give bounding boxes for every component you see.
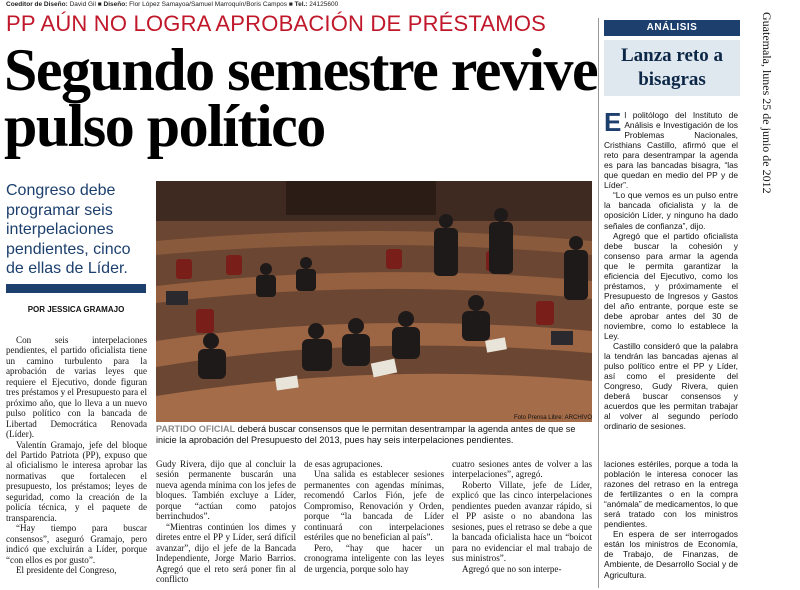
paragraph: Agregó que no son interpe- bbox=[462, 563, 562, 574]
drop-cap: E bbox=[604, 107, 622, 137]
kicker-headline: PP AÚN NO LOGRA APROBACIÓN DE PRÉSTAMOS bbox=[6, 11, 547, 36]
article-column-3 bbox=[304, 459, 444, 574]
column-divider bbox=[598, 18, 599, 588]
article-column-4 bbox=[452, 459, 592, 574]
article-column-1 bbox=[6, 335, 147, 575]
dateline bbox=[744, 4, 790, 564]
paragraph: Valentín Gramajo, jefe del bloque del Partido Patriota (PP), expuso que al oficialismo le interesa aprobar las normativas que fortalecen el presupuesto, los préstamos; leyes de seguridad, como la creación de la policía técnica, y el paquete de transparencia. bbox=[6, 439, 147, 523]
paragraph: Una salida es establecer sesiones permanentes con agendas mínimas, recomendó Carlos Fión, jefe de Compromiso, Renovación y Orden, porque “la bancada de Líder continuará con interpelaciones estériles que no benefician al país”. bbox=[304, 469, 444, 543]
main-headline: Segundo semestre revive pulso político bbox=[4, 37, 598, 159]
analysis-label: ANÁLISIS bbox=[604, 20, 740, 36]
paragraph: “Hay tiempo para buscar consensos”, aseguró Gramajo, pero indicó que excluirán a Líder, porque “con ellos es por gusto”. bbox=[6, 523, 147, 565]
byline: POR JESSICA GRAMAJO bbox=[27, 305, 125, 314]
paragraph: laciones estériles, porque a toda la población le interesa conocer las razones del retraso en la entrega de fertilizantes o en la compra “anómala” de medicamentos, lo que será tratado con los ministros pendientes. bbox=[604, 459, 738, 530]
paragraph: Agregó que el partido oficialista debe buscar la cohesión y consenso para armar la agenda que le permita garantizar la eficiencia del Ejecutivo, como los préstamos, y próximamente el Presupuesto de Ingresos y Gastos del año entrante, porque este se debe aprobar antes del 30 de noviembre, como lo establece la Ley. bbox=[604, 230, 738, 342]
article-column-2 bbox=[156, 459, 296, 584]
congress-chamber-illustration bbox=[156, 181, 592, 422]
paragraph: Gudy Rivera, dijo que al concluir la sesión permanente buscarán una nueva agenda mínima con los jefes de bloques. También excluye a Líder, porque “actúan como patojos berrinchudos”. bbox=[156, 459, 296, 522]
section-bar bbox=[6, 284, 146, 293]
paragraph: de esas agrupaciones. bbox=[304, 459, 383, 469]
design-credits: Coeditor de Diseño: David Gil ■ Diseño: Flor López Samayoa/Samuel Marroquín/Boris Campos ■ Tel.: 24125600 bbox=[6, 1, 339, 8]
photo-credit: Foto Prensa Libre: ARCHIVO bbox=[513, 415, 592, 421]
photo-caption bbox=[156, 424, 592, 446]
deck-summary: Congreso debe programar seis interpelaciones pendientes, cinco de ellas de Líder. bbox=[6, 182, 131, 277]
paragraph: “Mientras continúen los dimes y diretes entre el PP y Líder, será difícil avanzar”, dijo el jefe de la Bancada Independiente, Jorge Mario Barrios. Agregó que el reto será poner fin al conflicto bbox=[156, 521, 296, 584]
article-column-6 bbox=[604, 459, 738, 580]
analysis-body bbox=[604, 107, 738, 432]
paragraph: El politólogo del Instituto de Análisis e Investigación de los Problemas Nacionales, Cristhians Castillo, afirmó que el reto para desentrampar la agenda es para las bancadas bisagra, “las que quedan en medio del PP y de Líder”. bbox=[604, 107, 738, 191]
paragraph: Castillo consideró que la palabra la tendrán las bancadas ajenas al pulso político entre el PP y Líder, así como el presidente del Congreso, Gudy Rivera, quien deberá buscar consensos y acuerdos que les permitan trabajar al volver al segundo período ordinario de sesiones. bbox=[604, 341, 738, 432]
analysis-title: Lanza reto a bisagras bbox=[604, 40, 740, 96]
congress-photo bbox=[156, 181, 592, 422]
paragraph: Pero, “hay que hacer un cronograma inteligente con las leyes de urgencia, porque solo hay bbox=[304, 542, 444, 574]
paragraph: cuatro sesiones antes de volver a las interpelaciones”, agregó. bbox=[452, 459, 592, 480]
paragraph: En espera de ser interrogados están los ministros de Economía, de Trabajo, de Finanzas, de Ambiente, de Desarrollo Social y de Agricultura. bbox=[604, 529, 738, 580]
paragraph: Roberto Villate, jefe de Líder, explicó que las cinco interpelaciones pendientes pueden avanzar rápido, si el PP asiste o no abandona las sesiones, pues el retraso se debe a que la bancada oficialista hace un “boicot para no evidenciar el mal trabajo de sus ministros”. bbox=[452, 479, 592, 564]
dateline-text: Guatemala, lunes 25 de junio de 2012 bbox=[760, 12, 774, 194]
paragraph: “Lo que vemos es un pulso entre la bancada oficialista y la de oposición Líder, y ninguno ha dado señales de confianza”, dijo. bbox=[604, 190, 738, 231]
paragraph: El presidente del Congreso, bbox=[16, 564, 117, 575]
caption-text: deberá buscar consensos que le permitan desentrampar la agenda antes de que se inicie la aprobación del Presupuesto del 2013, pues hay seis interpelaciones pendientes. bbox=[156, 424, 576, 445]
paragraph: Con seis interpelaciones pendientes, el partido oficialista tiene un camino turbulento para la aprobación de varias leyes que requiere el Ejecutivo, donde figuran tres préstamos y el Presupuesto para el próximo año, que lo lleva a un nuevo pulso político con la bancada de Libertad Democrática Renovada (Líder). bbox=[6, 335, 147, 440]
caption-label: PARTIDO OFICIAL bbox=[156, 424, 236, 434]
